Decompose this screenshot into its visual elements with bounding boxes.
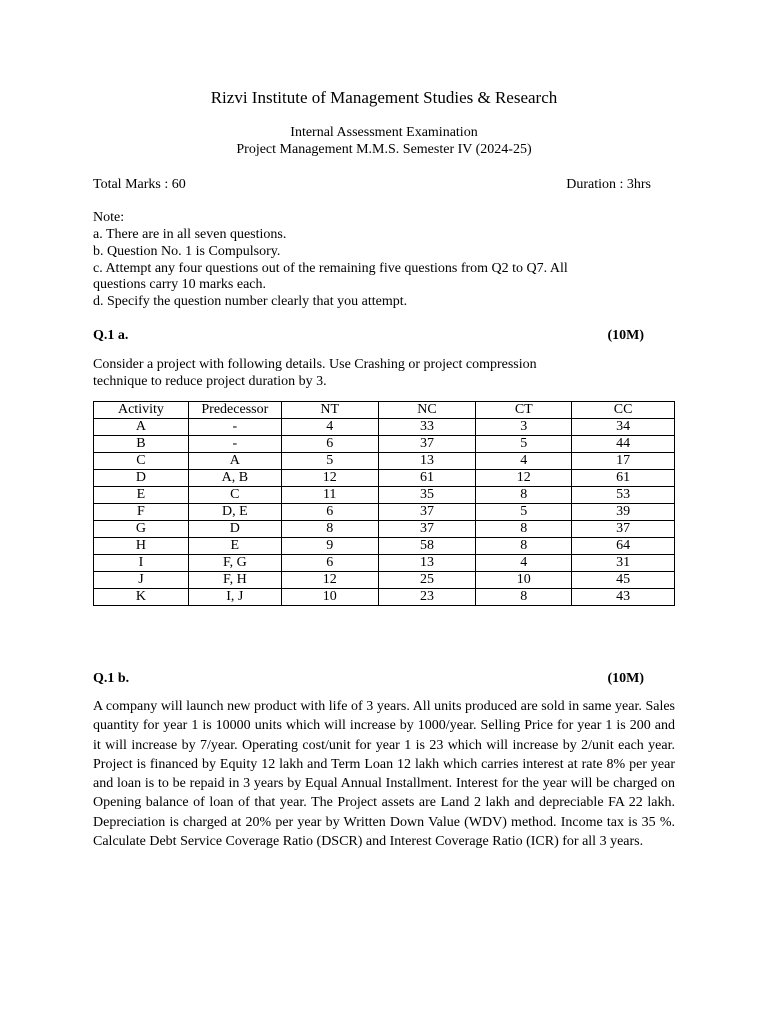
cell-nt: 5 bbox=[281, 453, 378, 470]
cell-predecessor: D, E bbox=[188, 504, 281, 521]
cell-cc: 37 bbox=[572, 521, 675, 538]
cell-activity: C bbox=[94, 453, 189, 470]
cell-activity: G bbox=[94, 521, 189, 538]
cell-ct: 3 bbox=[476, 419, 572, 436]
table-row bbox=[94, 470, 675, 487]
total-marks: Total Marks : 60 bbox=[93, 177, 186, 192]
table-row bbox=[94, 589, 675, 606]
cell-predecessor: - bbox=[188, 436, 281, 453]
cell-nt: 6 bbox=[281, 555, 378, 572]
header-activity: Activity bbox=[94, 402, 189, 419]
cell-predecessor: E bbox=[188, 538, 281, 555]
cell-nc: 58 bbox=[378, 538, 476, 555]
cell-nc: 23 bbox=[378, 589, 476, 606]
header-nc: NC bbox=[378, 402, 476, 419]
table-row bbox=[94, 538, 675, 555]
cell-nt: 8 bbox=[281, 521, 378, 538]
cell-ct: 4 bbox=[476, 555, 572, 572]
note-d: d. Specify the question number clearly that you attempt. bbox=[93, 294, 408, 309]
cell-nc: 37 bbox=[378, 504, 476, 521]
table-row bbox=[94, 521, 675, 538]
cell-ct: 5 bbox=[476, 436, 572, 453]
question-1a-marks: (10M) bbox=[607, 328, 644, 343]
cell-predecessor: D bbox=[188, 521, 281, 538]
cell-ct: 10 bbox=[476, 572, 572, 589]
header-ct: CT bbox=[476, 402, 572, 419]
question-1b-marks: (10M) bbox=[607, 671, 644, 686]
cell-activity: A bbox=[94, 419, 189, 436]
cell-activity: J bbox=[94, 572, 189, 589]
cell-predecessor: A, B bbox=[188, 470, 281, 487]
note-c-line-2: questions carry 10 marks each. bbox=[93, 277, 266, 292]
table-row bbox=[94, 453, 675, 470]
header-nt: NT bbox=[281, 402, 378, 419]
cell-cc: 43 bbox=[572, 589, 675, 606]
cell-nc: 25 bbox=[378, 572, 476, 589]
header-predecessor: Predecessor bbox=[188, 402, 281, 419]
question-1a-text-line-1: Consider a project with following details. Use Crashing or project compression bbox=[93, 357, 537, 372]
cell-nc: 13 bbox=[378, 453, 476, 470]
cell-cc: 34 bbox=[572, 419, 675, 436]
table-row bbox=[94, 487, 675, 504]
table-header-row bbox=[94, 402, 675, 419]
cell-nt: 12 bbox=[281, 572, 378, 589]
cell-cc: 61 bbox=[572, 470, 675, 487]
cell-nc: 37 bbox=[378, 436, 476, 453]
cell-activity: H bbox=[94, 538, 189, 555]
cell-predecessor: A bbox=[188, 453, 281, 470]
cell-activity: I bbox=[94, 555, 189, 572]
cell-predecessor: F, H bbox=[188, 572, 281, 589]
cell-nt: 11 bbox=[281, 487, 378, 504]
table-row bbox=[94, 555, 675, 572]
table-row bbox=[94, 572, 675, 589]
cell-ct: 12 bbox=[476, 470, 572, 487]
cell-nc: 33 bbox=[378, 419, 476, 436]
table-row bbox=[94, 419, 675, 436]
cell-nt: 6 bbox=[281, 436, 378, 453]
cell-cc: 39 bbox=[572, 504, 675, 521]
institute-title: Rizvi Institute of Management Studies & Research bbox=[210, 88, 558, 107]
note-a: a. There are in all seven questions. bbox=[93, 227, 287, 242]
cell-cc: 44 bbox=[572, 436, 675, 453]
cell-cc: 45 bbox=[572, 572, 675, 589]
crashing-table bbox=[93, 401, 675, 606]
header-cc: CC bbox=[572, 402, 675, 419]
cell-nc: 61 bbox=[378, 470, 476, 487]
note-c-line-1: c. Attempt any four questions out of the remaining five questions from Q2 to Q7. All bbox=[93, 261, 568, 276]
cell-nt: 10 bbox=[281, 589, 378, 606]
cell-nt: 4 bbox=[281, 419, 378, 436]
cell-cc: 17 bbox=[572, 453, 675, 470]
cell-ct: 8 bbox=[476, 538, 572, 555]
cell-predecessor: C bbox=[188, 487, 281, 504]
cell-cc: 64 bbox=[572, 538, 675, 555]
question-1b-text: A company will launch new product with life of 3 years. All units produced are sold in same year. Sales quantity for year 1 is 10000 units which will increase by 1000/year. Selling Price for year 1 is 200 and it will increase by 7/year. Operating cost/unit for year 1 is 23 which will increase by 2/unit each year. Project is financed by Equity 12 lakh and Term Loan 12 lakh which carries interest at rate 8% per year and loan is to be repaid in 3 years by Equal Annual Installment. Interest for the year will be charged on Opening balance of loan of that year. The Project assets are Land 2 lakh and depreciable FA 22 lakh. Depreciation is charged at 20% per year by Written Down Value (WDV) method. Income tax is 35 %. Calculate Debt Service Coverage Ratio (DSCR) and Interest Coverage Ratio (ICR) for all 3 years. bbox=[93, 699, 675, 850]
cell-nc: 35 bbox=[378, 487, 476, 504]
cell-nt: 9 bbox=[281, 538, 378, 555]
cell-activity: B bbox=[94, 436, 189, 453]
cell-nt: 6 bbox=[281, 504, 378, 521]
note-heading: Note: bbox=[93, 210, 125, 225]
cell-activity: D bbox=[94, 470, 189, 487]
table-row bbox=[94, 436, 675, 453]
cell-predecessor: - bbox=[188, 419, 281, 436]
table-row bbox=[94, 504, 675, 521]
cell-ct: 5 bbox=[476, 504, 572, 521]
cell-nt: 12 bbox=[281, 470, 378, 487]
cell-activity: E bbox=[94, 487, 189, 504]
cell-activity: F bbox=[94, 504, 189, 521]
cell-nc: 37 bbox=[378, 521, 476, 538]
cell-cc: 31 bbox=[572, 555, 675, 572]
question-1b-label: Q.1 b. bbox=[93, 671, 130, 686]
cell-predecessor: F, G bbox=[188, 555, 281, 572]
cell-cc: 53 bbox=[572, 487, 675, 504]
cell-predecessor: I, J bbox=[188, 589, 281, 606]
cell-ct: 4 bbox=[476, 453, 572, 470]
course-title: Project Management M.M.S. Semester IV (2024-25) bbox=[236, 142, 532, 157]
question-1a-label: Q.1 a. bbox=[93, 328, 129, 343]
cell-activity: K bbox=[94, 589, 189, 606]
cell-ct: 8 bbox=[476, 521, 572, 538]
cell-nc: 13 bbox=[378, 555, 476, 572]
duration: Duration : 3hrs bbox=[566, 177, 651, 192]
note-b: b. Question No. 1 is Compulsory. bbox=[93, 244, 281, 259]
cell-ct: 8 bbox=[476, 487, 572, 504]
exam-title: Internal Assessment Examination bbox=[290, 125, 478, 140]
cell-ct: 8 bbox=[476, 589, 572, 606]
question-1a-text-line-2: technique to reduce project duration by 3. bbox=[93, 374, 327, 389]
